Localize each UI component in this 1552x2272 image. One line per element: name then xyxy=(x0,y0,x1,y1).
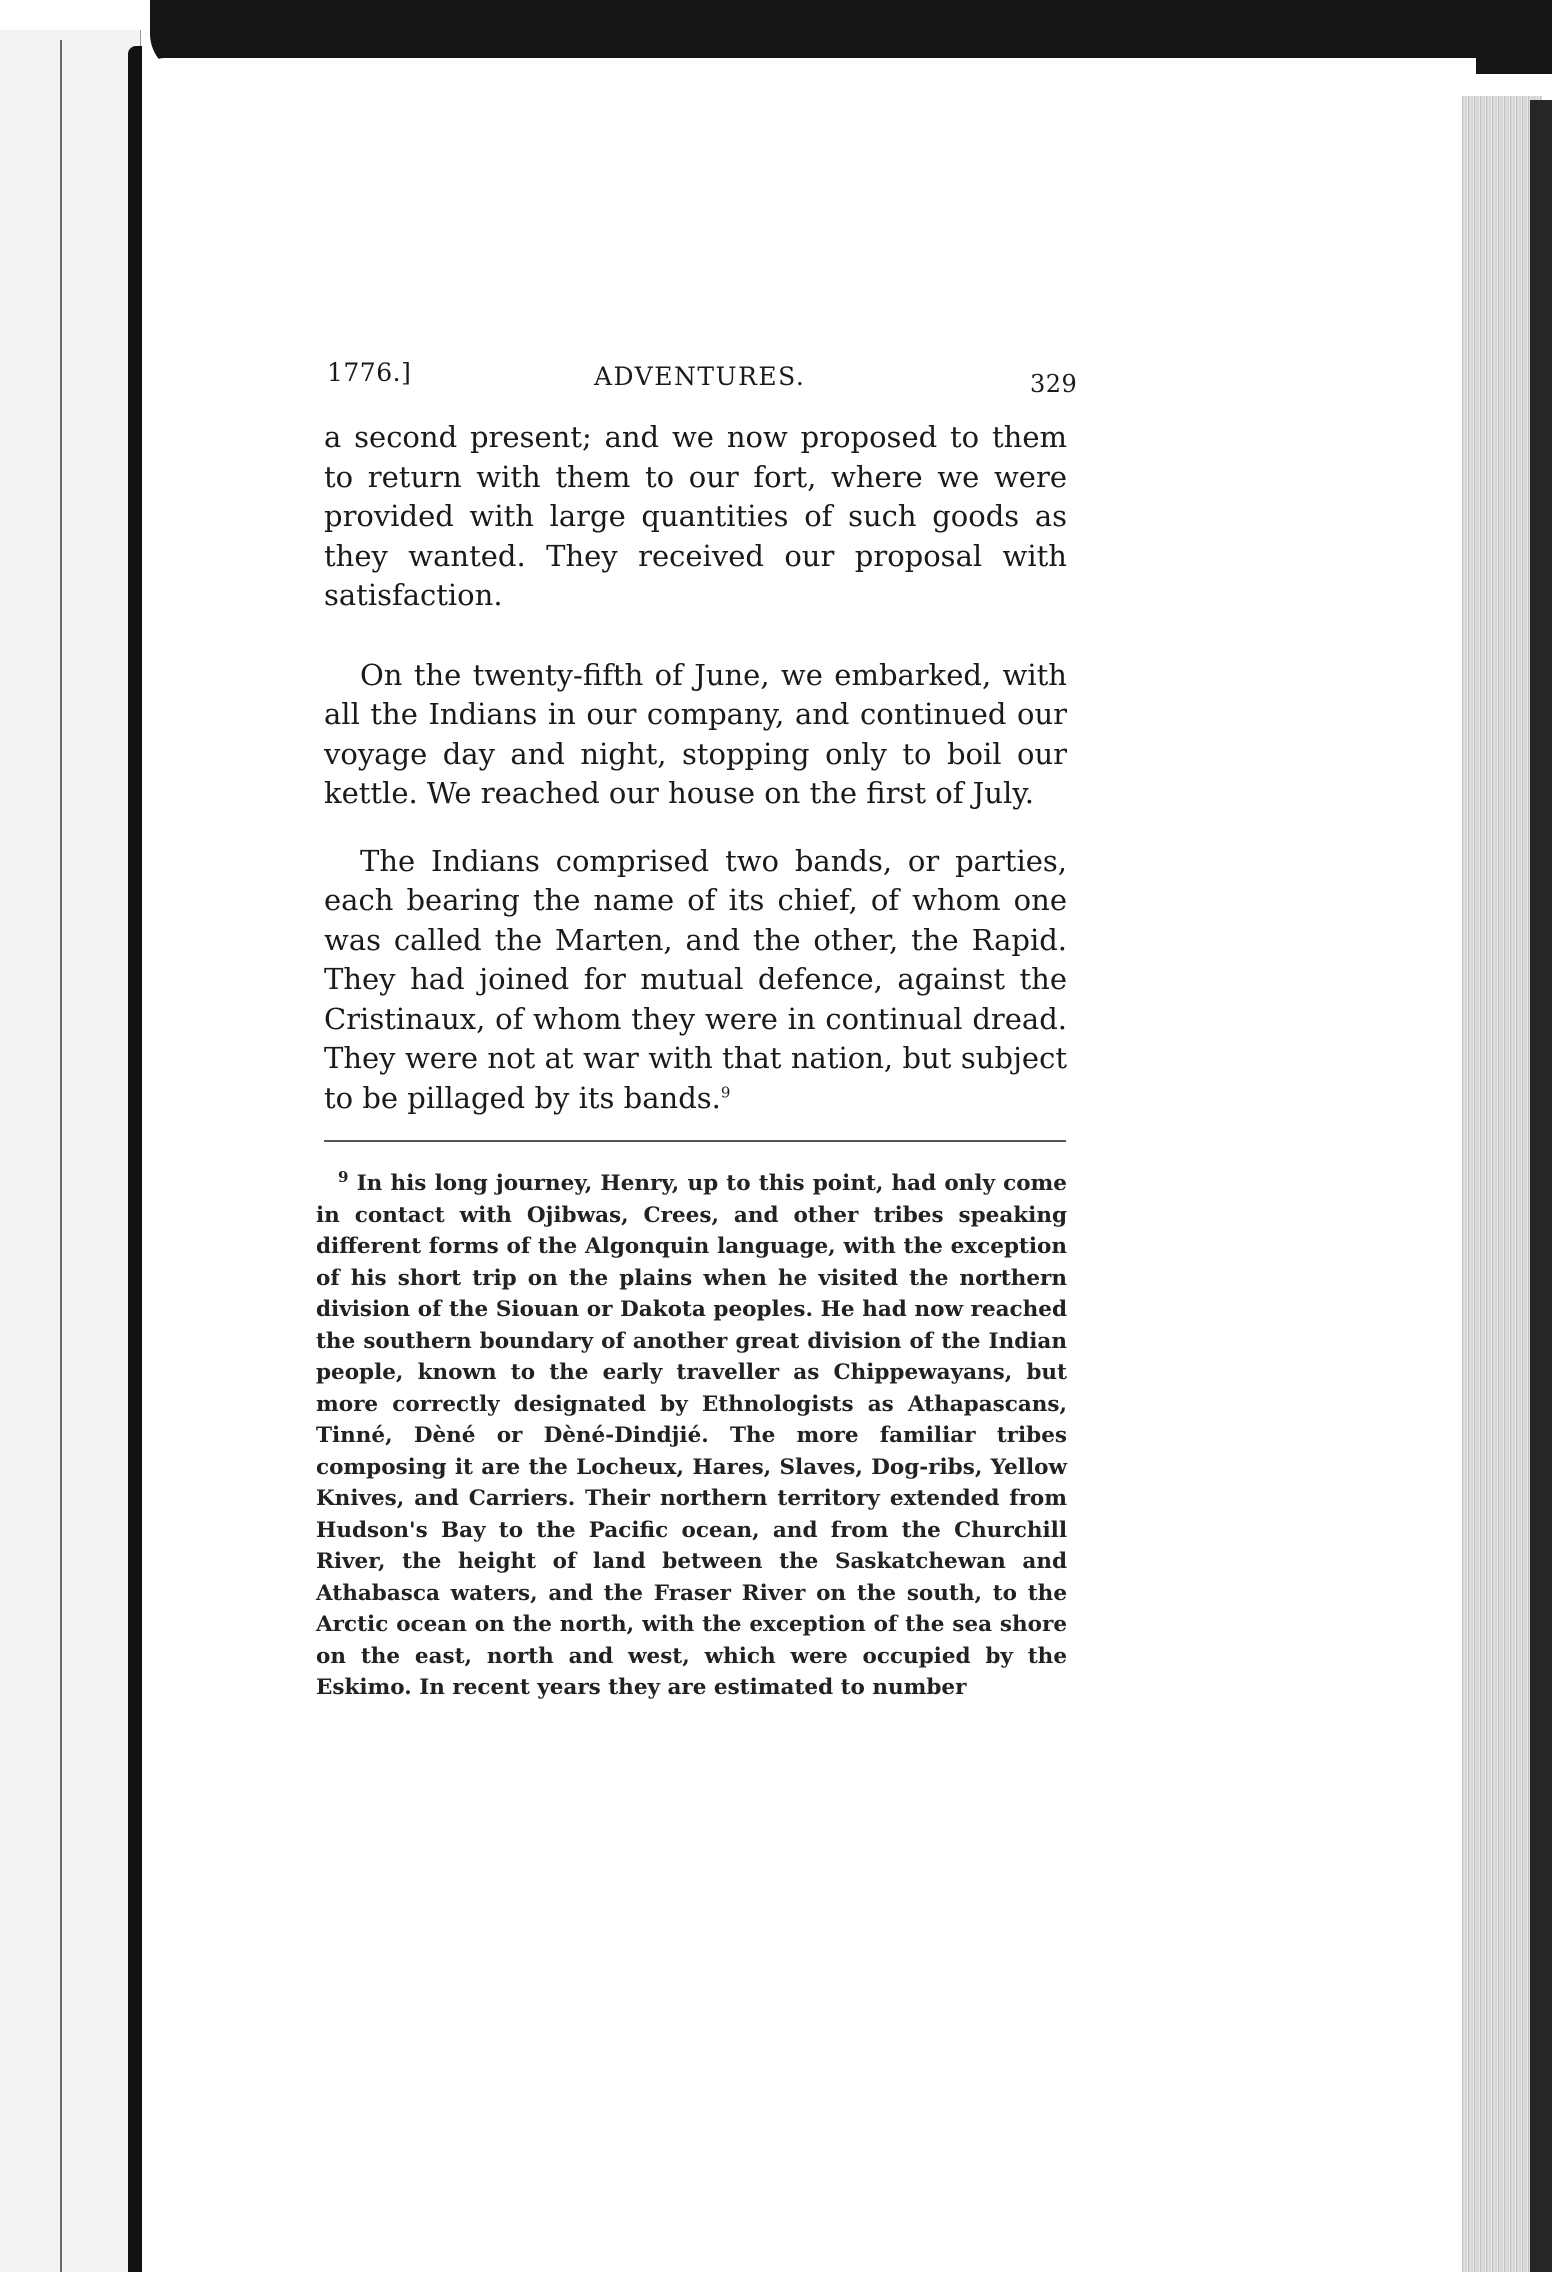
running-head-year: 1776.] xyxy=(327,358,412,387)
page-number: 329 xyxy=(1030,370,1078,398)
running-head xyxy=(312,340,1078,400)
paragraph-3 xyxy=(324,842,1067,1119)
paragraph-3-text: The Indians comprised two bands, or parties, each bearing the name of its chief, of whom one was called the Marten, and the other, the Rapid. They had joined for mutual defence, against the Cristinaux, of whom they were in continual dread. They were not at war with that nation, but subject to be pillaged by its bands. xyxy=(324,843,1067,1115)
body-text xyxy=(312,418,1067,1118)
footnote-text: In his long journey, Henry, up to this point, had only come in contact with Ojibwas, Crees, and other tribes speaking different forms of the Algonquin language, with the exception of his short trip on the plains when he visited the northern division of the Siouan or Dakota peoples. He had now reached the southern boundary of another great division of the Indian people, known to the early traveller as Chippewayans, but more correctly designated by Ethnologists as Athapascans, Tinné, Dèné or Dèné-Dindjié. The more familiar tribes composing it are the Locheux, Hares, Slaves, Dog-ribs, Yellow Knives, and Carriers. Their northern territory extended from Hudson's Bay to the Pacific ocean, and from the Churchill River, the height of land between the Saskatchewan and Athabasca waters, and the Fraser River on the south, to the Arctic ocean on the north, with the exception of the sea shore on the east, north and west, which were occupied by the Eskimo. In recent years they are estimated to number xyxy=(316,1171,1067,1700)
footnote-marker: 9 xyxy=(338,1167,349,1186)
footnote-reference: 9 xyxy=(720,1082,731,1101)
paragraph-2: On the twenty-fifth of June, we embarked, with all the Indians in our company, and continued our voyage day and night, stopping only to boil our kettle. We reached our house on the first of July. xyxy=(324,657,1067,810)
book-spine xyxy=(128,46,142,2272)
facing-page-edge xyxy=(0,30,141,2272)
footnote xyxy=(312,1168,1067,1704)
book-cover-edge xyxy=(1530,100,1552,2272)
footnote-paragraph xyxy=(316,1168,1067,1704)
running-head-title: ADVENTURES. xyxy=(594,362,806,391)
paragraph-1: a second present; and we now proposed to them to return with them to our fort, where we were provided with large quantities of such goods as they wanted. They received our proposal with satisfaction. xyxy=(324,420,1067,612)
footnote-divider xyxy=(324,1140,1066,1142)
page-content xyxy=(312,340,1078,1704)
facing-page-line xyxy=(60,40,62,2272)
